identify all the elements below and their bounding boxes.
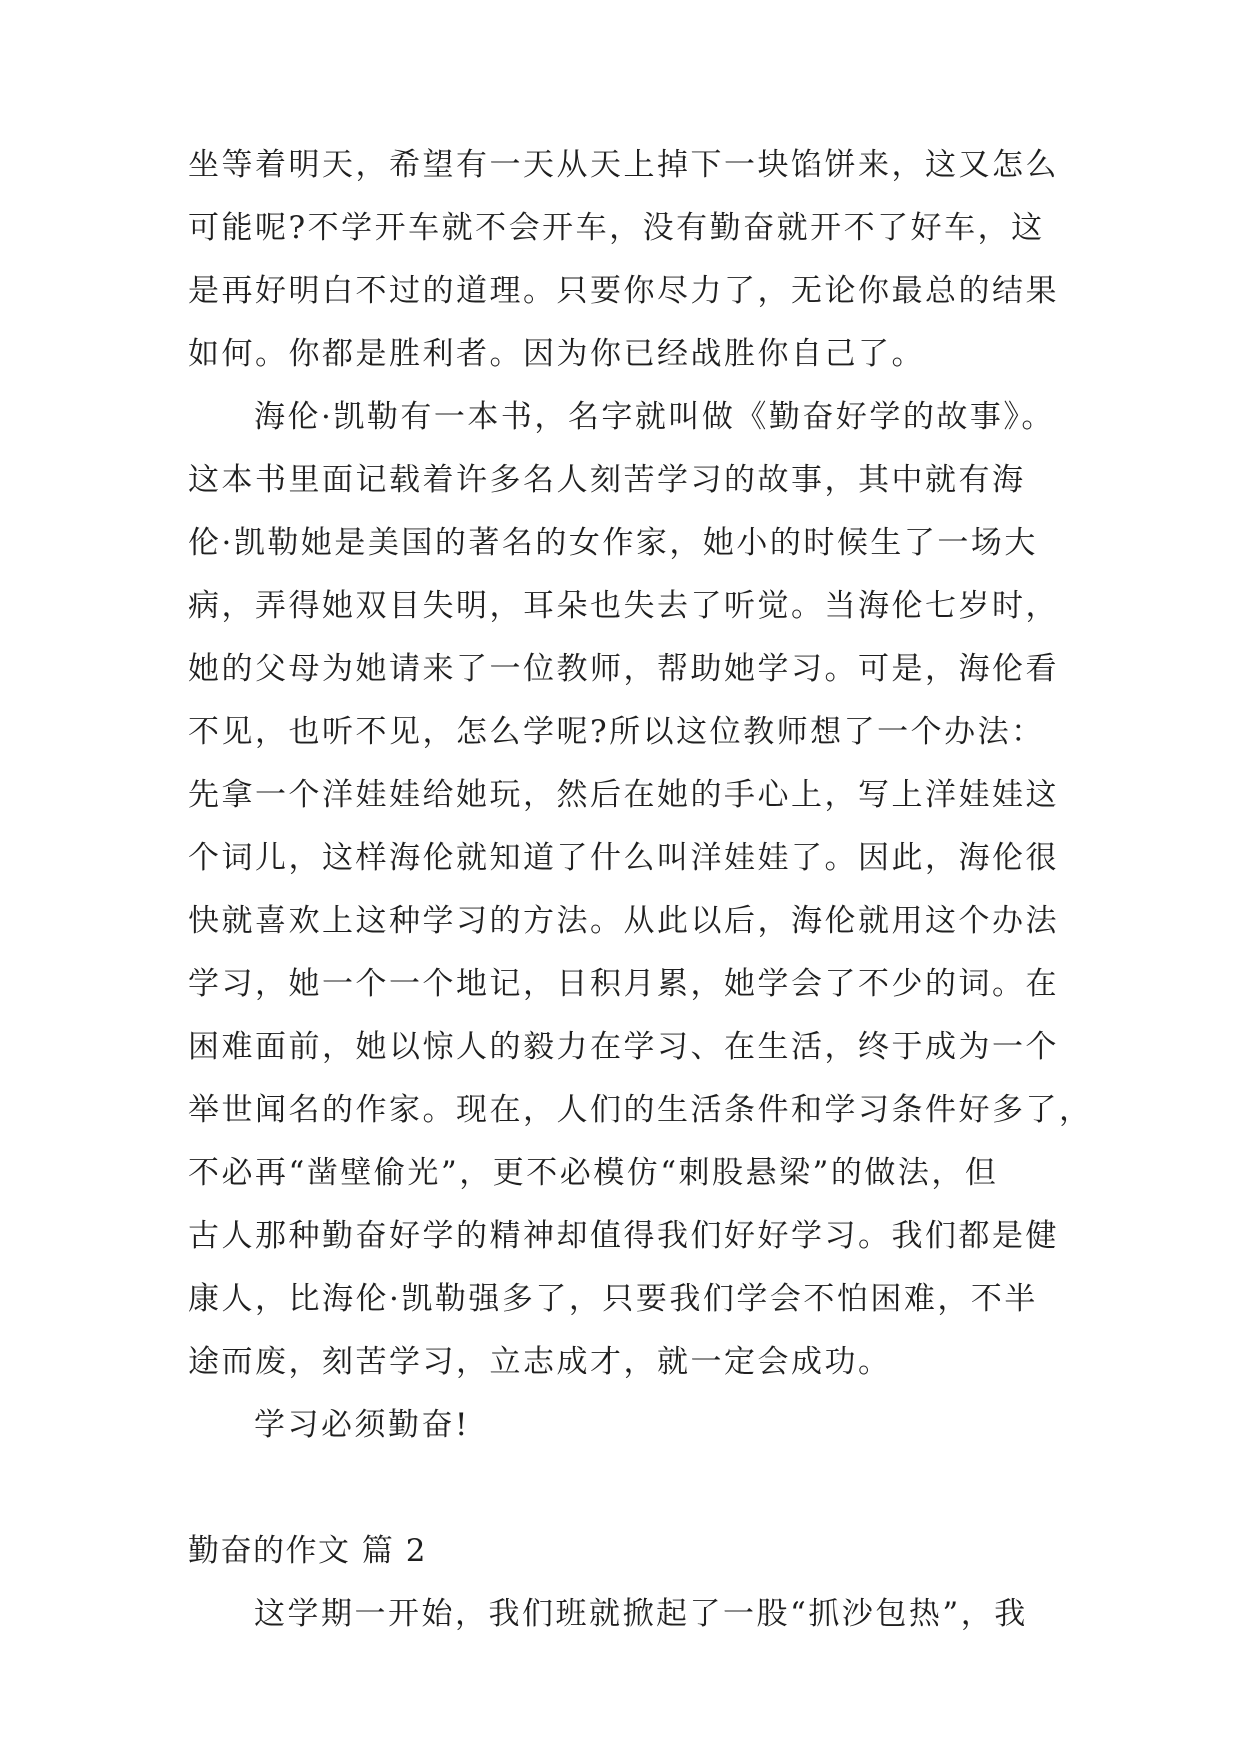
paragraph-2-line-15: 康人，比海伦·凯勒强多了，只要我们学会不怕困难，不半 bbox=[188, 1281, 1038, 1317]
section-heading: 勤奋的作文 篇 2 bbox=[188, 1533, 427, 1569]
paragraph-1-line-3: 是再好明白不过的道理。只要你尽力了，无论你最总的结果 bbox=[188, 273, 1059, 309]
paragraph-2-line-7: 先拿一个洋娃娃给她玩，然后在她的手心上，写上洋娃娃这 bbox=[188, 777, 1059, 813]
paragraph-2-line-4: 病，弄得她双目失明，耳朵也失去了听觉。当海伦七岁时， bbox=[188, 588, 1059, 624]
paragraph-2-line-16: 途而废，刻苦学习，立志成才，就一定会成功。 bbox=[188, 1344, 892, 1380]
paragraph-2-line-3: 伦·凯勒她是美国的著名的女作家，她小的时候生了一场大 bbox=[188, 525, 1038, 561]
paragraph-3-line-1: 学习必须勤奋! bbox=[254, 1407, 470, 1443]
paragraph-2-line-12: 举世闻名的作家。现在，人们的生活条件和学习条件好多了， bbox=[188, 1092, 1093, 1128]
paragraph-2-line-1: 海伦·凯勒有一本书，名字就叫做《勤奋好学的故事》。 bbox=[254, 399, 1055, 435]
paragraph-2-line-14: 古人那种勤奋好学的精神却值得我们好好学习。我们都是健 bbox=[188, 1218, 1059, 1254]
paragraph-2-line-13: 不必再“凿壁偷光”，更不必模仿“刺股悬梁”的做法，但 bbox=[188, 1155, 999, 1191]
paragraph-1-line-2: 可能呢?不学开车就不会开车，没有勤奋就开不了好车，这 bbox=[188, 210, 1045, 246]
paragraph-2-line-2: 这本书里面记载着许多名人刻苦学习的故事，其中就有海 bbox=[188, 462, 1026, 498]
paragraph-2-line-11: 困难面前，她以惊人的毅力在学习、在生活，终于成为一个 bbox=[188, 1029, 1059, 1065]
paragraph-4-line-1: 这学期一开始，我们班就掀起了一股“抓沙包热”，我 bbox=[254, 1596, 1028, 1632]
paragraph-1-line-4: 如何。你都是胜利者。因为你已经战胜你自己了。 bbox=[188, 336, 925, 372]
paragraph-2-line-6: 不见，也听不见，怎么学呢?所以这位教师想了一个办法： bbox=[188, 714, 1045, 750]
paragraph-2-line-9: 快就喜欢上这种学习的方法。从此以后，海伦就用这个办法 bbox=[188, 903, 1059, 939]
paragraph-2-line-5: 她的父母为她请来了一位教师，帮助她学习。可是，海伦看 bbox=[188, 651, 1059, 687]
paragraph-1-line-1: 坐等着明天，希望有一天从天上掉下一块馅饼来，这又怎么 bbox=[188, 147, 1059, 183]
paragraph-2-line-10: 学习，她一个一个地记，日积月累，她学会了不少的词。在 bbox=[188, 966, 1059, 1002]
paragraph-2-line-8: 个词儿，这样海伦就知道了什么叫洋娃娃了。因此，海伦很 bbox=[188, 840, 1059, 876]
